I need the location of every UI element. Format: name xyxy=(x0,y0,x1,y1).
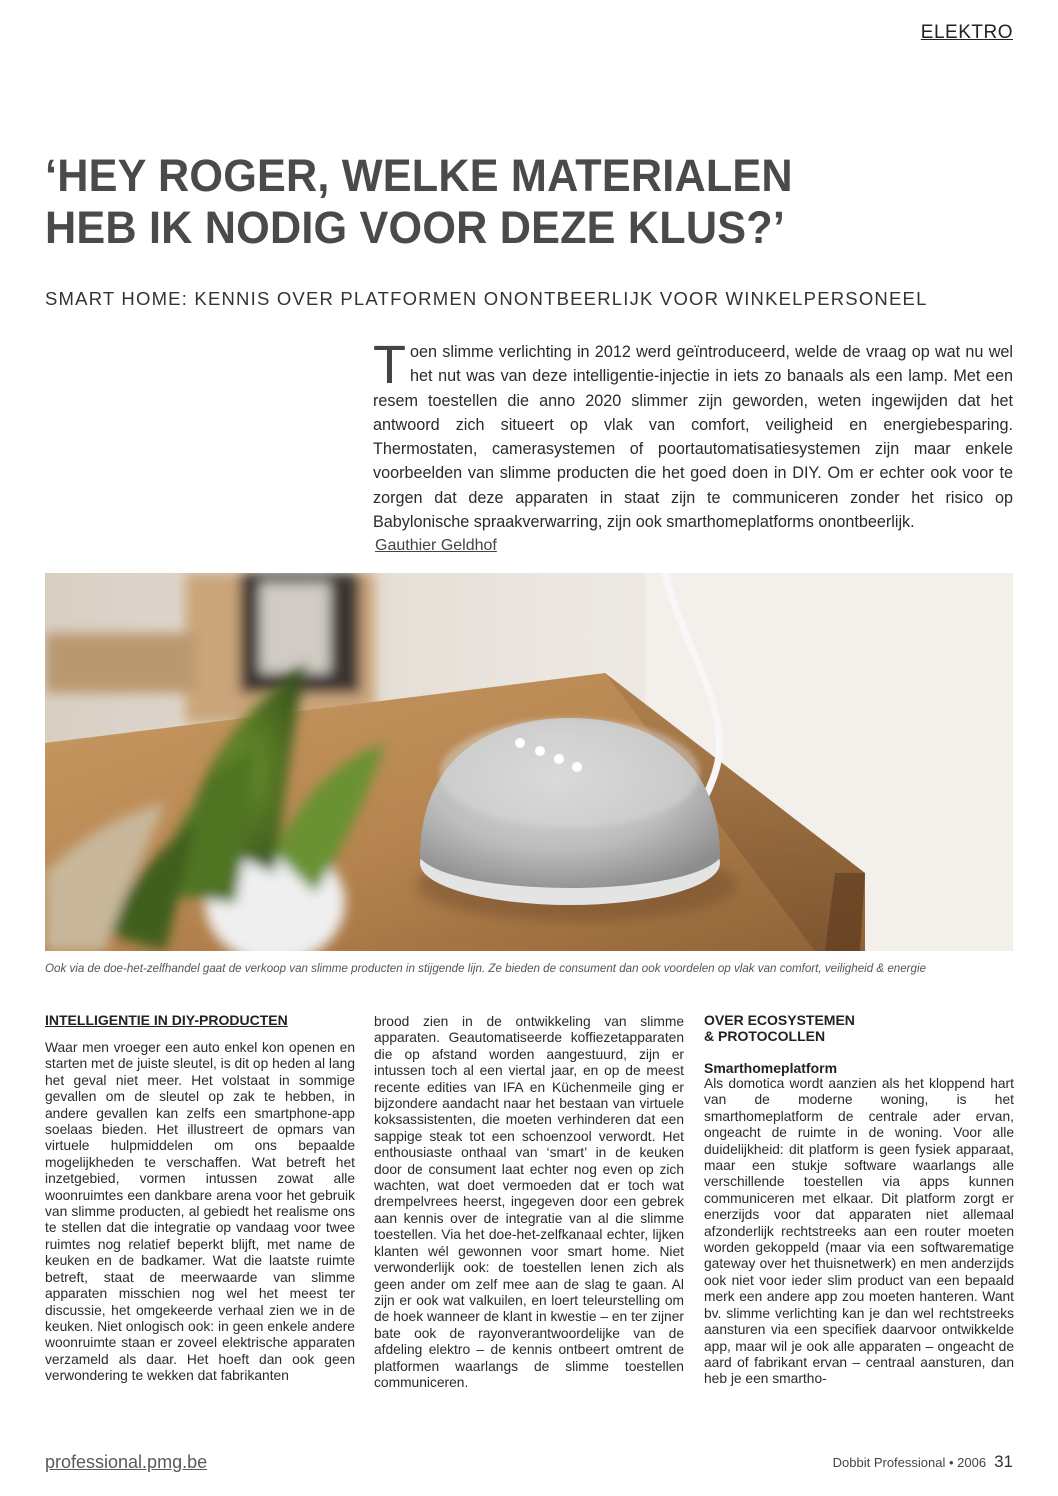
column-3-heading-line-1: OVER ECOSYSTEMEN xyxy=(704,1012,855,1028)
footer-website-link[interactable]: professional.pmg.be xyxy=(45,1452,208,1472)
column-3-subheading: Smarthomeplatform xyxy=(704,1060,838,1076)
headline-line-2: HEB IK NODIG VOOR DEZE KLUS?’ xyxy=(45,202,786,253)
subtitle: SMART HOME: KENNIS OVER PLATFORMEN ONONTBEERLIJK VOOR WINKELPERSONEEL xyxy=(45,288,928,309)
column-1 xyxy=(45,1012,355,1385)
column-1-body: Waar men vroeger een auto enkel kon openen en starten met de juiste sleutel, is dit op heden al lang het geval niet meer. Het volstaat in sommige gevallen om de sleutel op zak te hebben, in andere gevallen kan zelfs een smartphone-app soelaas bieden. Het illustreert de opmars van virtuele hulpmiddelen om ons bepaalde mogelijkheden te verschaffen. Wat betreft het inzetgebied, vormen intussen zowat alle woonruimtes een dankbare arena voor het gebruik van slimme producten, al gebiedt het realisme ons te stellen dat die integratie op vandaag voor twee ruimtes nog relatief beperkt blijft, met name de keuken en de badkamer. Wat die laatste ruimte betreft, staat de meerwaarde van slimme apparaten misschien nog wel het meest ter discussie, het omgekeerde verhaal zien we in de keuken. Niet onlogisch ook: in geen enkele andere woonruimte staan er zoveel elektrische apparaten verzameld als daar. Het hoeft dan ook geen verwondering te wekken dat fabrikanten xyxy=(45,1040,355,1384)
column-3 xyxy=(704,1012,1014,1388)
section-tag: ELEKTRO xyxy=(920,22,1013,43)
lead-text: oen slimme verlichting in 2012 werd geïntroduceerd, welde de vraag op wat nu wel het nut was van deze intelligentie-injectie in iets zo banaals als een lamp. Met een resem toestellen die anno 2020 slimmer zijn geworden, weten ingewijden dat het antwoord zich situeert op vlak van comfort, veiligheid en energiebesparing. Thermostaten, camerasystemen of poortautomatisatiesystemen zijn maar enkele voorbeelden van slimme producten die het goed doen in DIY. Om er echter ook voor te zorgen dat deze apparaten in staat zijn te communiceren zonder het risico op Babylonische spraakverwarring, zijn ook smarthomeplatforms onontbeerlijk. xyxy=(373,343,1013,532)
author-byline[interactable]: Gauthier Geldhof xyxy=(375,537,497,554)
lead-paragraph xyxy=(373,335,1013,534)
column-2-body: brood zien in de ontwikkeling van slimme apparaten. Geautomatiseerde koffiezetapparaten die op afstand worden aangestuurd, zijn er intussen toch al een viertal jaar, en op de meest recente edities van IFA en Küchenmeile ging er bijzondere aandacht naar het bestaan van virtuele koksassistenten, die moeten verhinderen dat een sappige steak tot een schoenzool verwordt. Het enthousiaste onthaal van ‘smart’ in de keuken door de consument laat echter nog even op zich wachten, wat doet vermoeden dat er toch wat drempelvrees heerst, ingegeven door een gebrek aan kennis over de integratie van al die slimme toestellen. Via het doe-het-zelfkanaal echter, lijken klanten wél gewonnen voor smart home. Niet verwonderlijk ook: de toestellen lenen zich als geen ander om zelf mee aan de slag te gaan. Al zijn er ook wat valkuilen, en loert teleurstelling om de hoek wanneer de klant in kwestie – en ter zijner bate ook de rayonverantwoordelijke van de afdeling elektro – de kennis ontbeert omtrent de platformen waarlangs de slimme toestellen communiceren. xyxy=(374,1014,684,1390)
column-3-heading-line-2: & PROTOCOLLEN xyxy=(704,1028,826,1044)
photo-caption: Ook via de doe-het-zelfhandel gaat de verkoop van slimme producten in stijgende lijn. Ze bieden de consument dan ook voordelen op vlak van comfort, veiligheid & energie xyxy=(45,962,927,975)
footer-publication xyxy=(833,1452,1013,1472)
headline xyxy=(45,150,986,254)
column-3-heading xyxy=(704,1012,1014,1044)
footer-publication-name: Dobbit Professional • 2006 xyxy=(832,1455,987,1470)
page-number: 31 xyxy=(994,1452,1013,1471)
article-photo xyxy=(45,573,1013,951)
headline-line-1: ‘HEY ROGER, WELKE MATERIALEN xyxy=(45,150,793,201)
column-1-heading: INTELLIGENTIE IN DIY-PRODUCTEN xyxy=(45,1012,288,1028)
smart-speaker-image xyxy=(45,573,1013,951)
column-3-body: Als domotica wordt aanzien als het kloppend hart van de moderne woning, is het smarthomeplatform de centrale ader ervan, ongeacht de ruimte in de woning. Voor alle duidelijkheid: dit platform is geen fysiek apparaat, maar een stukje software waarlangs alle verschillende toestellen via apps kunnen communiceren met elkaar. Dit platform zorgt er enerzijds voor dat apparaten niet allemaal afzonderlijk rechtstreeks aan een router moeten worden gekoppeld (maar via een softwarematige gateway over het thuisnetwerk) en men anderzijds ook niet voor ieder slim product van een bepaald merk een andere app zou moeten hanteren. Want bv. slimme verlichting kan je dan wel rechtstreeks aansturen via een specifiek daarvoor ontwikkelde app, maar wil je ook alle apparaten – ongeacht de aard of fabrikant ervan – centraal aansturen, dan heb je een smartho- xyxy=(704,1076,1014,1387)
drop-cap: T xyxy=(373,335,406,395)
column-2 xyxy=(374,1014,684,1391)
